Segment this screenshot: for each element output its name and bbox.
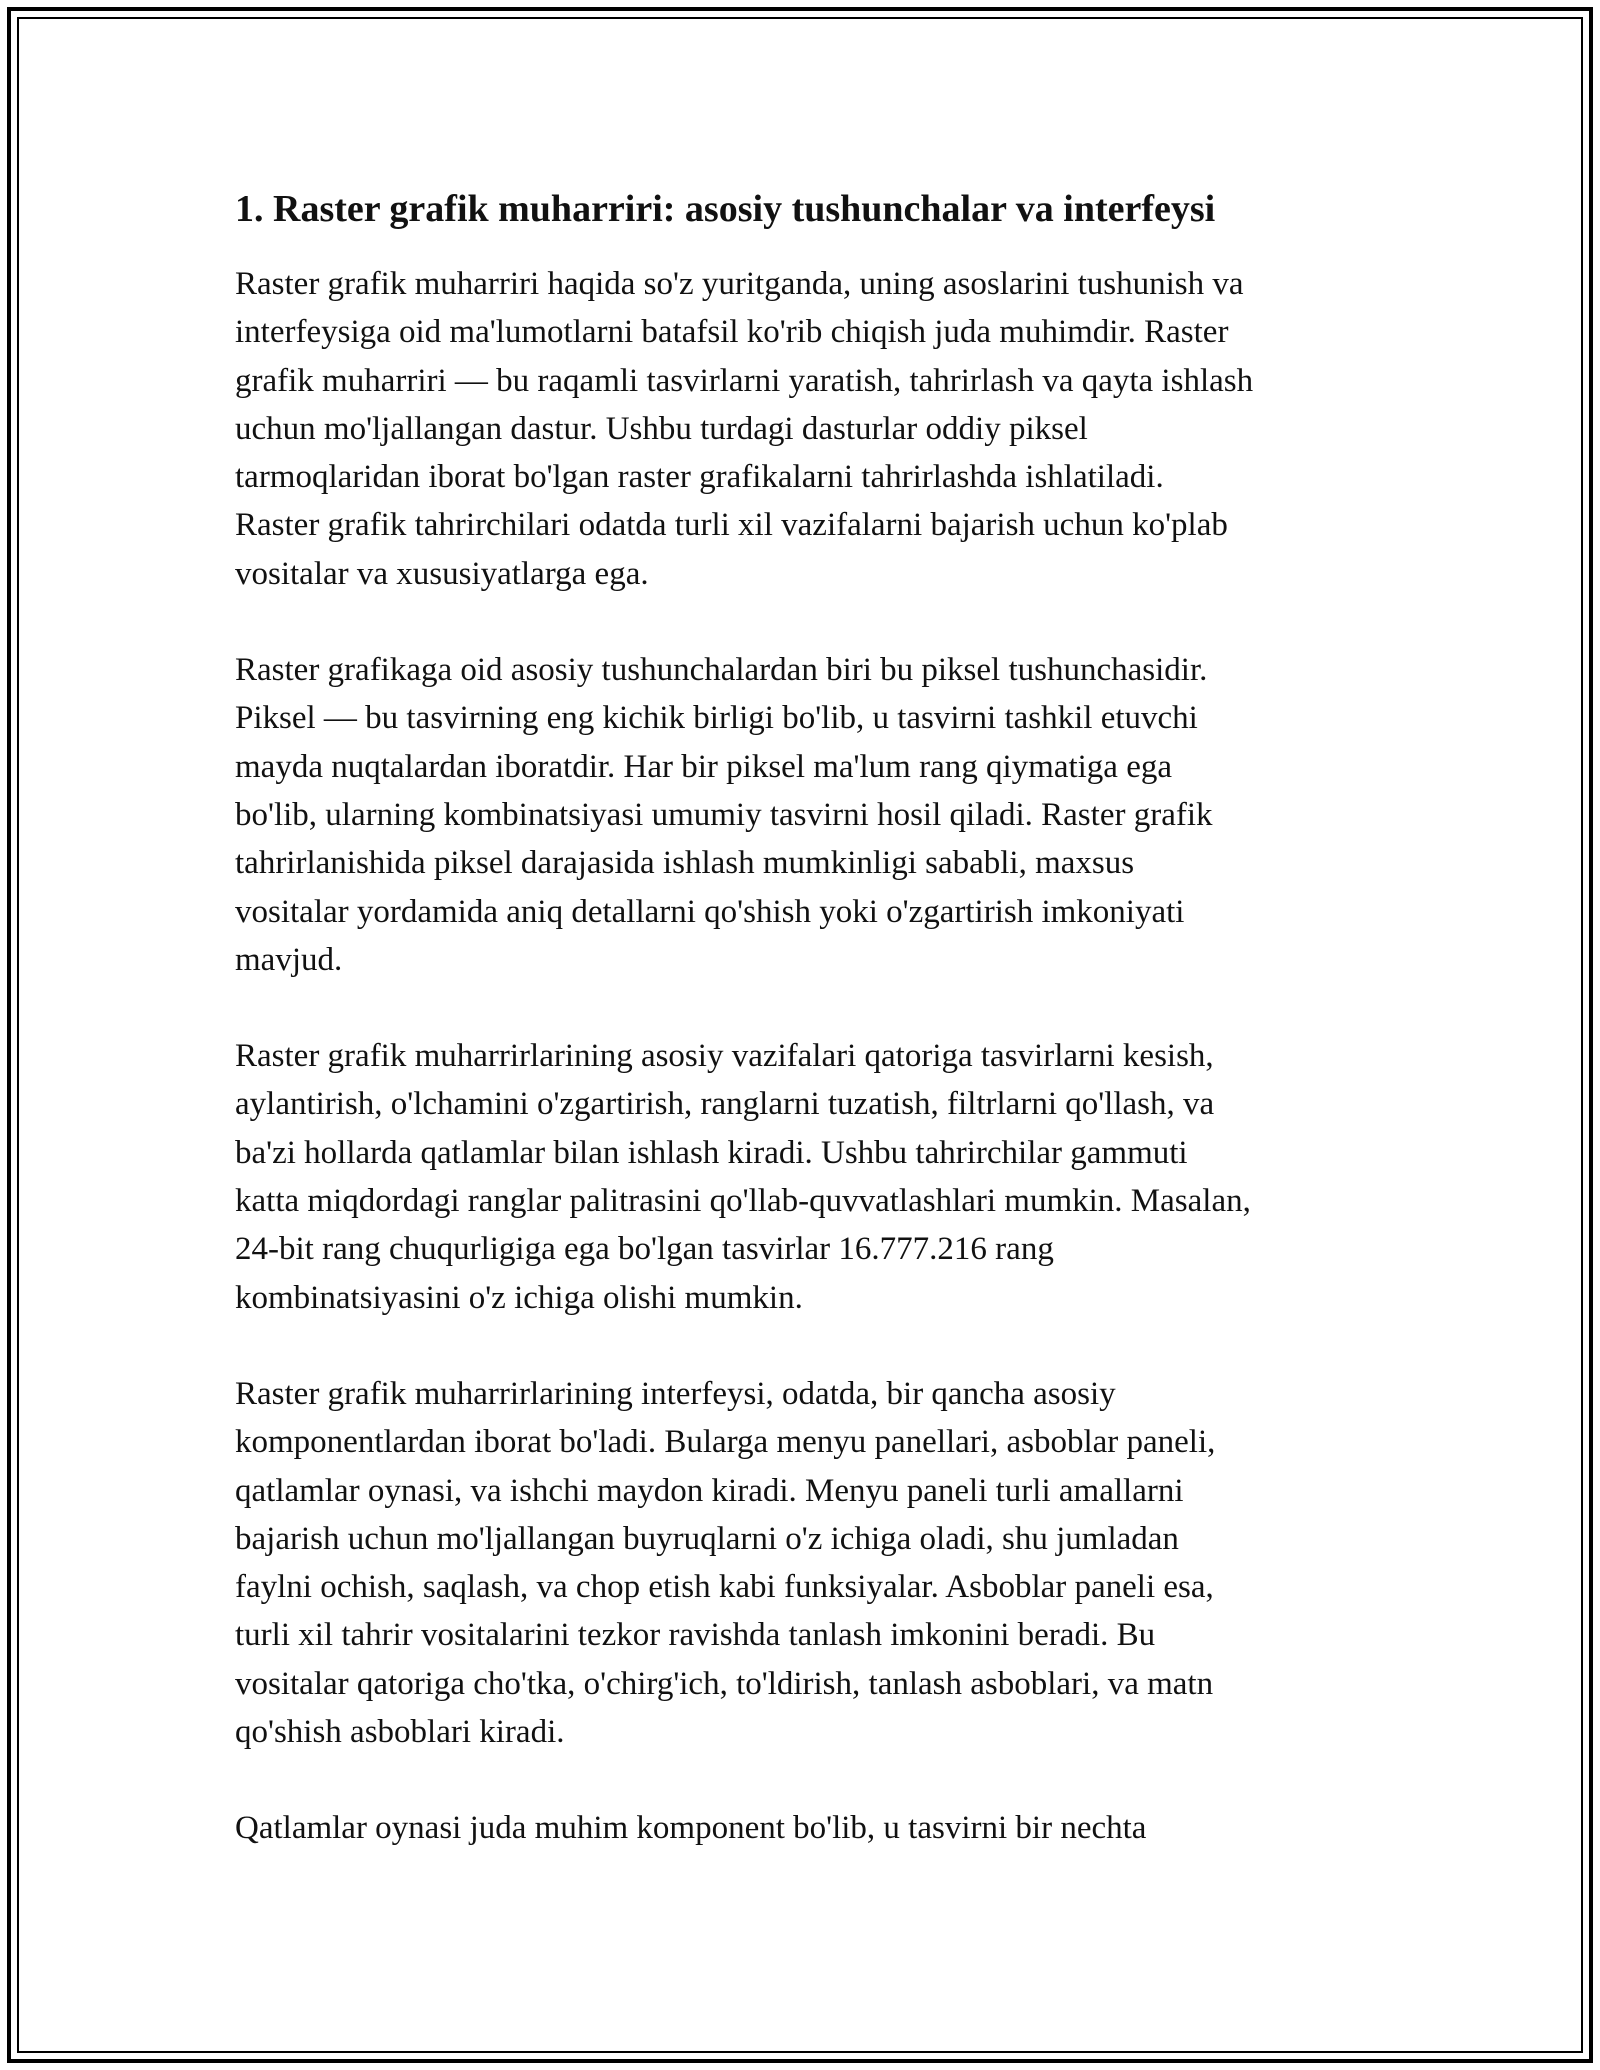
paragraph — [235, 1370, 1380, 1756]
paragraph — [235, 1804, 1380, 1852]
paragraph-line: aylantirish, o'lchamini o'zgartirish, ranglarni tuzatish, filtrlarni qo'llash, va — [235, 1086, 1215, 1123]
paragraph-line: tahrirlanishida piksel darajasida ishlash mumkinligi sababli, maxsus — [235, 845, 1135, 882]
paragraph-line: vositalar yordamida aniq detallarni qo'shish yoki o'zgartirish imkoniyati — [235, 893, 1185, 930]
paragraph-line: Piksel — bu tasvirning eng kichik birligi bo'lib, u tasvirni tashkil etuvchi — [235, 700, 1198, 737]
paragraph-line: Raster grafik muharrirlarining asosiy vazifalari qatoriga tasvirlarni kesish, — [235, 1038, 1214, 1075]
paragraph-line: qo'shish asboblari kiradi. — [235, 1714, 565, 1751]
paragraph-line: turli xil tahrir vositalarini tezkor ravishda tanlash imkonini beradi. Bu — [235, 1617, 1156, 1654]
paragraph-line: bajarish uchun mo'ljallangan buyruqlarni o'z ichiga oladi, shu jumladan — [235, 1520, 1179, 1557]
paragraph-line: uchun mo'ljallangan dastur. Ushbu turdagi dasturlar oddiy piksel — [235, 410, 1088, 447]
paragraph-line: tarmoqlaridan iborat bo'lgan raster grafikalarni tahrirlashda ishlatiladi. — [235, 459, 1164, 496]
paragraph-line: qatlamlar oynasi, va ishchi maydon kiradi. Menyu paneli turli amallarni — [235, 1472, 1184, 1509]
paragraph-line: kombinatsiyasini o'z ichiga olishi mumkin. — [235, 1279, 803, 1316]
paragraph-line: vositalar qatoriga cho'tka, o'chirg'ich, to'ldirish, tanlash asboblari, va matn — [235, 1665, 1214, 1702]
paragraph-line: 24-bit rang chuqurligiga ega bo'lgan tasvirlar 16.777.216 rang — [235, 1231, 1054, 1268]
section-heading: 1. Raster grafik muharriri: asosiy tushunchalar va interfeysi — [235, 188, 1216, 230]
paragraph-line: ba'zi hollarda qatlamlar bilan ishlash kiradi. Ushbu tahrirchilar gammuti — [235, 1134, 1188, 1171]
paragraph-line: faylni ochish, saqlash, va chop etish kabi funksiyalar. Asboblar paneli esa, — [235, 1569, 1214, 1606]
paragraph-line: Raster grafik tahrirchilari odatda turli xil vazifalarni bajarish uchun ko'plab — [235, 507, 1228, 544]
paragraph-line: Raster grafikaga oid asosiy tushunchalardan biri bu piksel tushunchasidir. — [235, 652, 1208, 689]
paragraph-line: bo'lib, ularning kombinatsiyasi umumiy tasvirni hosil qiladi. Raster grafik — [235, 796, 1213, 833]
paragraph-line: vositalar va xususiyatlarga ega. — [235, 555, 649, 592]
paragraph-line: mayda nuqtalardan iboratdir. Har bir piksel ma'lum rang qiymatiga ega — [235, 748, 1172, 785]
paragraph-line: Qatlamlar oynasi juda muhim komponent bo'lib, u tasvirni bir nechta — [235, 1810, 1147, 1847]
paragraph — [235, 1032, 1380, 1322]
paragraph-line: katta miqdordagi ranglar palitrasini qo'llab-quvvatlashlari mumkin. Masalan, — [235, 1183, 1251, 1220]
paragraph-list — [235, 260, 1380, 1853]
paragraph — [235, 260, 1380, 598]
paragraph-line: Raster grafik muharrirlarining interfeysi, odatda, bir qancha asosiy — [235, 1375, 1116, 1412]
paragraph-line: Raster grafik muharriri haqida so'z yuritganda, uning asoslarini tushunish va — [235, 266, 1244, 302]
paragraph-line: grafik muharriri — bu raqamli tasvirlarni yaratish, tahrirlash va qayta ishlash — [235, 362, 1254, 399]
paragraph-line: komponentlardan iborat bo'ladi. Bularga menyu panellari, asboblar paneli, — [235, 1424, 1216, 1461]
paragraph — [235, 646, 1380, 984]
paragraph-line: mavjud. — [235, 941, 343, 978]
paragraph-line: interfeysiga oid ma'lumotlarni batafsil ko'rib chiqish juda muhimdir. Raster — [235, 314, 1229, 351]
document-body — [235, 185, 1380, 1901]
